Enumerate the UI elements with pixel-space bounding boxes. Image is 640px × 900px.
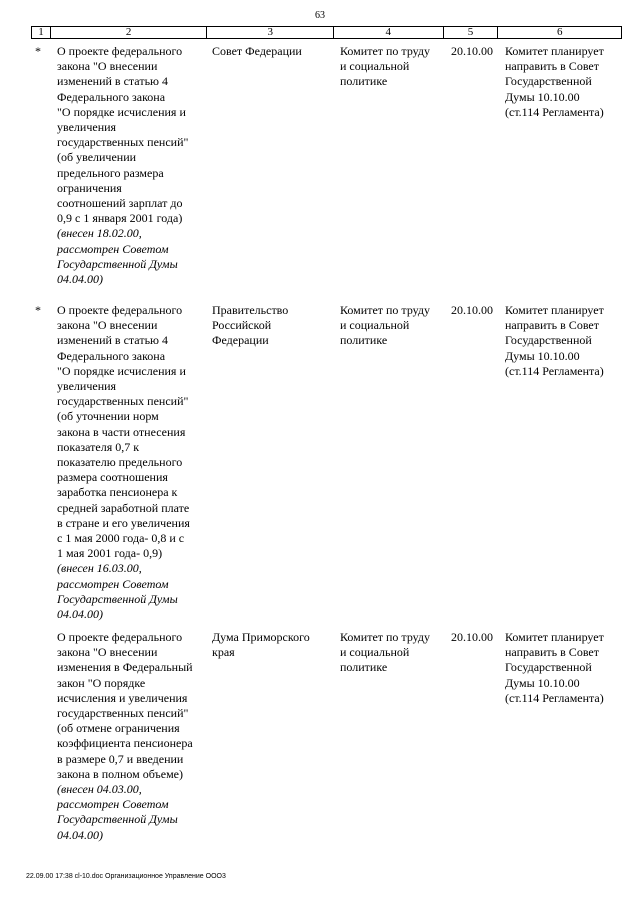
bill-author-line: Правительство xyxy=(212,303,289,317)
bill-title-line: Федерального закона xyxy=(57,348,166,363)
committee-plan-line: Думы 10.10.00 xyxy=(505,89,580,104)
bill-title-line: Федерального закона xyxy=(57,89,166,104)
submission-note-line: (внесен 16.03.00, xyxy=(57,561,142,576)
responsible-committee xyxy=(340,630,445,676)
review-date: 20.10.00 xyxy=(451,630,493,644)
bill-title-line: закон "О порядке xyxy=(57,675,146,690)
submission-note-line: (внесен 18.02.00, xyxy=(57,226,142,241)
bill-title-line: изменения в Федеральный xyxy=(57,660,193,675)
submission-note-line: рассмотрен Советом xyxy=(57,241,169,256)
committee-plan-line: (ст.114 Регламента) xyxy=(505,363,604,378)
bill-author-line: Российской xyxy=(212,318,272,333)
bill-title-line: коэффициента пенсионера xyxy=(57,736,193,751)
bill-author-line: Дума Приморского xyxy=(212,630,310,644)
row-marker: * xyxy=(35,303,41,317)
column-header-6: 6 xyxy=(556,26,563,38)
bill-title-line: соотношений зарплат до xyxy=(57,196,183,211)
bill-title-line: "О порядке исчисления и xyxy=(57,363,186,378)
column-header-5: 5 xyxy=(444,27,499,38)
bill-title-line: в стране и его увеличения xyxy=(57,515,190,530)
row-marker: * xyxy=(35,44,41,58)
bill-title-line: (об отмене ограничения xyxy=(57,721,180,736)
bill-title xyxy=(57,44,207,287)
bill-title-line: 0,9 с 1 января 2001 года) xyxy=(57,211,183,226)
submission-note-line: 04.04.00) xyxy=(57,827,103,842)
footer: 22.09.00 17:38 cl-10.doc Организационное Управление ООО3 xyxy=(26,873,226,880)
submission-note-line: рассмотрен Советом xyxy=(57,797,169,812)
responsible-committee-line: политике xyxy=(340,74,388,89)
submission-note xyxy=(57,226,207,287)
bill-author xyxy=(212,303,337,349)
bill-title-line: исчисления и увеличения xyxy=(57,690,188,705)
bill-title-line: изменений в статью 4 xyxy=(57,333,169,348)
table-header xyxy=(31,26,622,39)
bill-title-line: закона "О внесении xyxy=(57,318,158,333)
bill-title xyxy=(57,630,207,843)
bill-title-line: заработка пенсионера к xyxy=(57,485,178,500)
bill-title-line: (об уточнении норм xyxy=(57,409,159,424)
bill-title-line: с 1 мая 2000 года- 0,8 и с xyxy=(57,531,185,546)
bill-title-line: закона в части отнесения xyxy=(57,424,186,439)
bill-title-line: закона "О внесении xyxy=(57,59,158,74)
committee-plan-line: Думы 10.10.00 xyxy=(505,348,580,363)
bill-title-line: О проекте федерального xyxy=(57,630,183,644)
responsible-committee-line: политике xyxy=(340,333,388,348)
submission-note xyxy=(57,782,207,843)
submission-note-line: 04.04.00) xyxy=(57,607,103,622)
bill-title-line: ограничения xyxy=(57,180,122,195)
bill-author-line: Федерации xyxy=(212,333,269,348)
submission-note-line: Государственной Думы xyxy=(57,256,178,271)
responsible-committee-line: и социальной xyxy=(340,59,410,74)
bill-title-line: "О порядке исчисления и xyxy=(57,104,186,119)
committee-plan-line: Государственной xyxy=(505,660,592,675)
bill-title-line: О проекте федерального xyxy=(57,303,183,317)
committee-plan-line: Комитет планирует xyxy=(505,303,604,317)
column-header-3: 3 xyxy=(207,27,334,38)
responsible-committee-line: и социальной xyxy=(340,318,410,333)
submission-note-line: (внесен 04.03.00, xyxy=(57,782,142,797)
committee-plan xyxy=(505,303,625,379)
bill-author-line: Совет Федерации xyxy=(212,44,302,58)
responsible-committee-line: политике xyxy=(340,660,388,675)
committee-plan-line: (ст.114 Регламента) xyxy=(505,104,604,119)
committee-plan-line: Комитет планирует xyxy=(505,630,604,644)
bill-title-line: в размере 0,7 и введении xyxy=(57,751,184,766)
responsible-committee-line: Комитет по труду xyxy=(340,630,431,644)
bill-title-line: размера соотношения xyxy=(57,470,168,485)
bill-author xyxy=(212,44,337,59)
committee-plan-line: (ст.114 Регламента) xyxy=(505,690,604,705)
bill-title-line: государственных пенсий" xyxy=(57,135,189,150)
bill-title-line: (об увеличении xyxy=(57,150,137,165)
committee-plan xyxy=(505,44,625,120)
bill-author xyxy=(212,630,337,660)
submission-note-line: Государственной Думы xyxy=(57,812,178,827)
review-date: 20.10.00 xyxy=(451,303,493,317)
bill-title-line: средней заработной плате xyxy=(57,500,190,515)
bill-title-line: О проекте федерального xyxy=(57,44,183,58)
responsible-committee-line: Комитет по труду xyxy=(340,303,431,317)
submission-note-line: 04.04.00) xyxy=(57,272,103,287)
bill-title-line: закона "О внесении xyxy=(57,645,158,660)
committee-plan-line: Государственной xyxy=(505,74,592,89)
responsible-committee-line: и социальной xyxy=(340,645,410,660)
committee-plan xyxy=(505,630,625,706)
bill-title-line: 1 мая 2001 года- 0,9) xyxy=(57,546,163,561)
column-header-2: 2 xyxy=(51,27,207,38)
bill-title-line: предельного размера xyxy=(57,165,164,180)
responsible-committee xyxy=(340,44,445,90)
submission-note-line: Государственной Думы xyxy=(57,591,178,606)
committee-plan-line: Думы 10.10.00 xyxy=(505,675,580,690)
column-header-4: 4 xyxy=(334,27,444,38)
submission-note-line: рассмотрен Советом xyxy=(57,576,169,591)
bill-title-line: показателю предельного xyxy=(57,455,183,470)
committee-plan-line: направить в Совет xyxy=(505,318,599,333)
page-number: 63 xyxy=(315,10,325,21)
bill-title-line: государственных пенсий" xyxy=(57,394,189,409)
bill-title-line: изменений в статью 4 xyxy=(57,74,169,89)
column-header-1: 1 xyxy=(32,27,51,38)
committee-plan-line: Государственной xyxy=(505,333,592,348)
bill-author-line: края xyxy=(212,645,235,660)
committee-plan-line: направить в Совет xyxy=(505,645,599,660)
committee-plan-line: Комитет планирует xyxy=(505,44,604,58)
bill-title-line: государственных пенсий" xyxy=(57,706,189,721)
bill-title-line: закона в полном объеме) xyxy=(57,766,183,781)
bill-title-line: показателя 0,7 к xyxy=(57,439,140,454)
responsible-committee xyxy=(340,303,445,349)
submission-note xyxy=(57,561,207,622)
committee-plan-line: направить в Совет xyxy=(505,59,599,74)
bill-title-line: увеличения xyxy=(57,379,117,394)
bill-title-line: увеличения xyxy=(57,120,117,135)
bill-title xyxy=(57,303,207,622)
responsible-committee-line: Комитет по труду xyxy=(340,44,431,58)
review-date: 20.10.00 xyxy=(451,44,493,58)
